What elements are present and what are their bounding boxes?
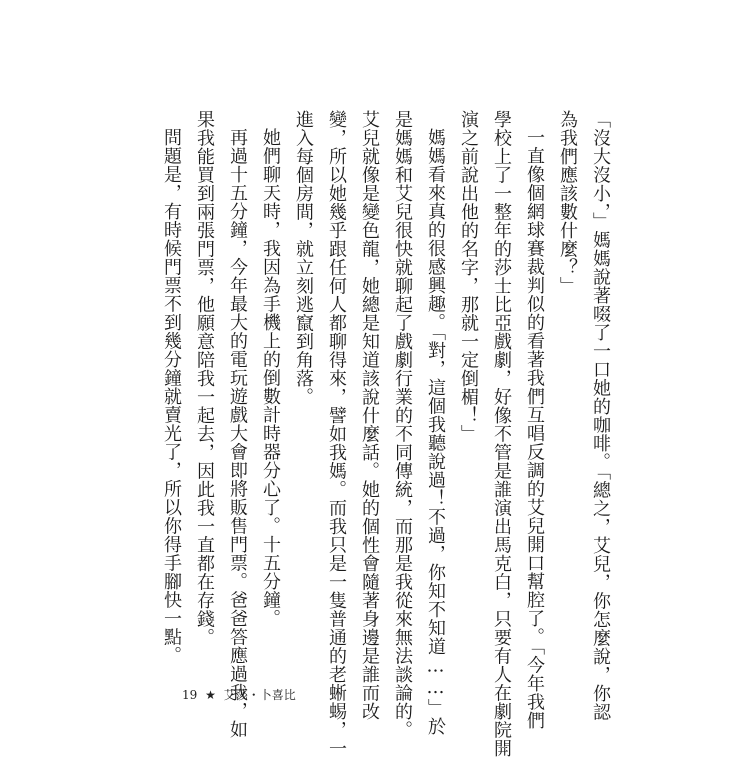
text-column: 媽媽看來真的很感興趣。「對，這個我聽說過！不過，你知不知道……」於 <box>425 128 446 736</box>
star-icon: ★ <box>205 688 216 702</box>
text-column: 她們聊天時，我因為手機上的倒數計時器分心了。十五分鐘。 <box>260 128 281 628</box>
text-column: 為我們應該數什麼？」 <box>557 110 578 295</box>
text-column: 是媽媽和艾兒很快就聊起了戲劇行業的不同傳統，而那是我從來無法談論的。 <box>392 110 413 739</box>
page-number: 19 <box>182 688 198 702</box>
text-column: 演之前說出他的名字，那就一定倒楣！」 <box>458 110 479 443</box>
text-column: 果我能買到兩張門票，他願意陪我一起去，因此我一直都在存錢。 <box>194 110 215 647</box>
text-column: 變，所以她幾乎跟任何人都聊得來，譬如我媽。而我只是一隻普通的老蜥蜴，一 <box>326 110 347 758</box>
text-column: 問題是，有時候門票不到幾分鐘就賣光了，所以你得手腳快一點。 <box>161 128 182 665</box>
text-column: 再過十五分鐘，今年最大的電玩遊戲大會即將販售門票。爸爸答應過我，如 <box>227 128 248 739</box>
author-name: 艾莎・卜喜比 <box>223 688 296 702</box>
text-column: 進入每個房間，就立刻逃竄到角落。 <box>293 110 314 406</box>
page-footer <box>182 686 300 703</box>
text-column: 一直像個網球賽裁判似的看著我們互唱反調的艾兒開口幫腔了。「今年我們 <box>524 128 545 730</box>
text-column: 學校上了一整年的莎士比亞戲劇，好像不管是誰演出馬克白，只要有人在劇院開 <box>491 110 512 758</box>
text-column: 艾兒就像是變色龍，她總是知道該說什麼話。她的個性會隨著身邊是誰而改 <box>359 110 380 721</box>
text-column: 「沒大沒小，」媽媽說著啜了一口她的咖啡。「總之，艾兒，你怎麼說，你認 <box>590 110 611 721</box>
